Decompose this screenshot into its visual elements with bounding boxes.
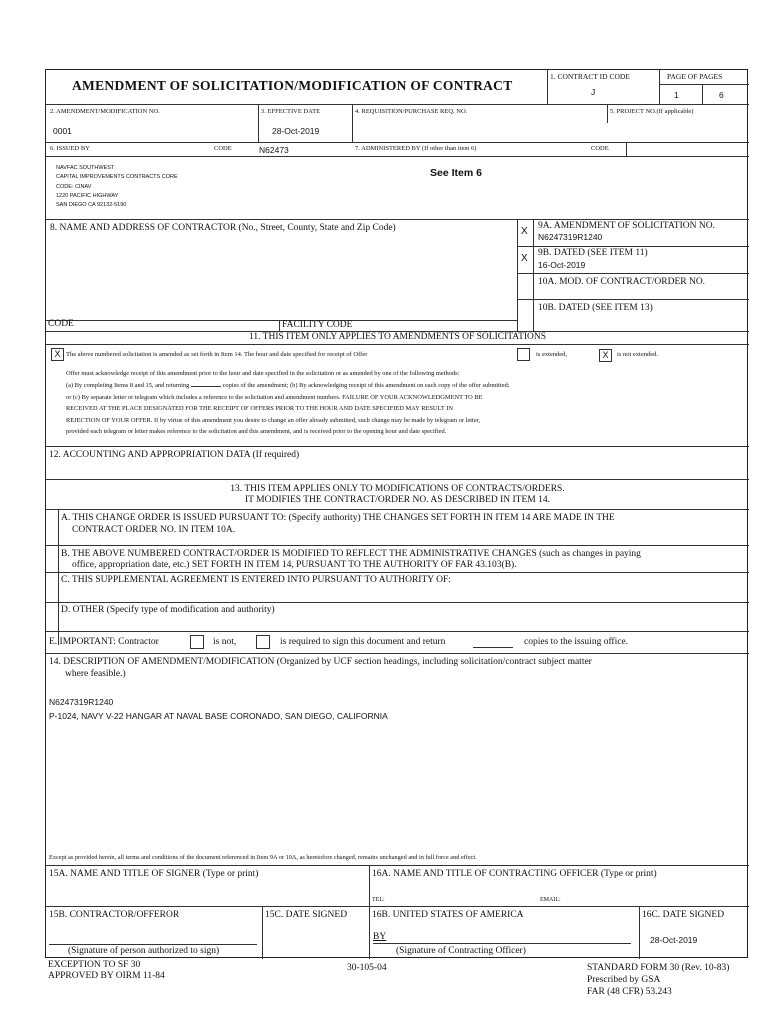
project-description: P-1024, NAVY V-22 HANGAR AT NAVAL BASE CORONADO, SAN DIEGO, CALIFORNIA — [49, 711, 388, 721]
item-13c-label: C. THIS SUPPLEMENTAL AGREEMENT IS ENTERED INTO PURSUANT TO AUTHORITY OF: — [61, 575, 451, 585]
item-e-label: E. IMPORTANT: Contractor — [49, 637, 159, 647]
item-16b-label: 16B. UNITED STATES OF AMERICA — [372, 910, 524, 920]
item-11-extended-checkbox[interactable] — [517, 348, 530, 361]
item-11-not-extended-label: is not extended. — [617, 351, 658, 358]
footer-left: EXCEPTION TO SF 30 APPROVED BY OIRM 11-84 — [48, 960, 165, 981]
contract-id-label: 1. CONTRACT ID CODE — [550, 72, 630, 81]
contracting-officer-signature-label: (Signature of Contracting Officer) — [396, 946, 526, 956]
item-9a-label: 9A. AMENDMENT OF SOLICITATION NO. — [538, 221, 715, 231]
item-14-label-1: 14. DESCRIPTION OF AMENDMENT/MODIFICATION (Organized by UCF section headings, including solicitation/contract subject matter — [49, 657, 592, 667]
by-label: BY — [373, 932, 387, 942]
contract-id-value: J — [591, 87, 596, 97]
administered-code-label: CODE — [591, 145, 609, 152]
issued-by-label: 6. ISSUED BY — [50, 145, 90, 152]
item-13-heading-2: IT MODIFIES THE CONTRACT/ORDER NO. AS DESCRIBED IN ITEM 14. — [245, 495, 550, 505]
item-16c-value: 28-Oct-2019 — [650, 935, 698, 945]
item-12-label: 12. ACCOUNTING AND APPROPRIATION DATA (If required) — [49, 450, 300, 460]
item-11-instructions: Offer must acknowledge receipt of this amendment prior to the hour and date specified in the solicitation or as amended by one of the following methods: (a) By completing Items 8 and 15, and returning copies of the amendment; (b) By acknowledging receipt of this amendment on each copy of the offer submitted; or (c) By separate letter or telegram which includes a reference to the solicitation and amendment numbers. FAILURE OF YOUR ACKNOWLEDGMENT TO BE RECEIVED AT THE PLACE DESIGNATED FOR THE RECEIPT OF OFFERS PRIOR TO THE HOUR AND DATE SPECIFIED MAY RESULT IN REJECTION OF YOUR OFFER. If by virtue of this amendment you desire to change an offer already submitted, such change may be made by telegram or letter, provided each telegram or letter makes reference to the solicitation and this amendment, and is received prior to the opening hour and date specified. — [66, 370, 510, 436]
footer-center: 30-105-04 — [347, 963, 387, 973]
item-9a-check: X — [521, 226, 528, 237]
facility-code-label: FACILITY CODE — [282, 320, 353, 330]
footer-right: STANDARD FORM 30 (Rev. 10-83) Prescribed by GSA FAR (48 CFR) 53.243 — [587, 963, 730, 997]
item-9b-label: 9B. DATED (SEE ITEM 11) — [538, 248, 648, 258]
item-14-label-2: where feasible.) — [65, 669, 126, 679]
item-13b-line-1: B. THE ABOVE NUMBERED CONTRACT/ORDER IS MODIFIED TO REFLECT THE ADMINISTRATIVE CHANGES (such as changes in paying — [61, 549, 641, 559]
item-13a-line-2: CONTRACT ORDER NO. IN ITEM 10A. — [72, 525, 236, 535]
issued-code-value: N62473 — [259, 145, 289, 155]
item-9b-value: 16-Oct-2019 — [538, 260, 586, 270]
amendment-no-label: 2. AMENDMENT/MODIFICATION NO. — [50, 108, 160, 115]
item-9a-value: N6247319R1240 — [538, 232, 603, 242]
issuer-address: NAVFAC SOUTHWEST CAPITAL IMPROVEMENTS CONTRACTS CORE CODE: CINAV 1220 PACIFIC HIGHWAY SAN DIEGO CA 92132-5190 — [56, 165, 178, 209]
effective-date-label: 3. EFFECTIVE DATE — [261, 108, 321, 115]
issued-code-label: CODE — [214, 145, 232, 152]
contractor-address-label: 8. NAME AND ADDRESS OF CONTRACTOR (No., Street, County, State and Zip Code) — [50, 223, 396, 233]
tel-label: TEL: — [372, 897, 385, 903]
item-15a-label: 15A. NAME AND TITLE OF SIGNER (Type or print) — [49, 869, 259, 879]
page-number: 1 — [674, 90, 679, 100]
item-16c-label: 16C. DATE SIGNED — [642, 910, 725, 920]
item-15b-label: 15B. CONTRACTOR/OFFEROR — [49, 910, 180, 920]
item-13-heading-1: 13. THIS ITEM APPLIES ONLY TO MODIFICATIONS OF CONTRACTS/ORDERS. — [230, 484, 565, 494]
item-11-heading: 11. THIS ITEM ONLY APPLIES TO AMENDMENTS OF SOLICITATIONS — [248, 332, 547, 342]
amendment-no-value: 0001 — [53, 126, 72, 136]
item-14-footer: Except as provided herein, all terms and conditions of the document referenced in Item 9A or 10A, as heretofore changed, remains unchanged and in full force and effect. — [49, 854, 477, 861]
form-title: AMENDMENT OF SOLICITATION/MODIFICATION OF CONTRACT — [72, 78, 513, 93]
item-11-not-extended-checkbox[interactable]: X — [599, 349, 612, 362]
contractor-signature-label: (Signature of person authorized to sign) — [68, 946, 220, 956]
email-label: EMAIL: — [540, 897, 561, 903]
item-10a-label: 10A. MOD. OF CONTRACT/ORDER NO. — [538, 277, 706, 287]
item-13d-label: D. OTHER (Specify type of modification and authority) — [61, 605, 275, 615]
total-pages: 6 — [719, 90, 724, 100]
effective-date-value: 28-Oct-2019 — [272, 126, 320, 136]
item-e-copies-label: copies to the issuing office. — [524, 637, 629, 647]
item-9b-check: X — [521, 253, 528, 264]
solicitation-number: N6247319R1240 — [49, 697, 114, 707]
contractor-code-label: CODE — [48, 319, 74, 329]
item-11-extended-label: is extended, — [536, 351, 568, 358]
requisition-label: 4. REQUISITION/PURCHASE REQ. NO. — [355, 108, 468, 115]
item-11-amended-checkbox[interactable]: X — [51, 348, 64, 361]
item-16a-label: 16A. NAME AND TITLE OF CONTRACTING OFFICER (Type or print) — [372, 869, 657, 879]
item-15c-label: 15C. DATE SIGNED — [265, 910, 348, 920]
item-e-required-label: is required to sign this document and return — [280, 637, 446, 647]
page-of-pages-label: PAGE OF PAGES — [667, 72, 723, 81]
item-13b-line-2: office, appropriation date, etc.) SET FORTH IN ITEM 14, PURSUANT TO THE AUTHORITY OF FAR 43.103(B). — [72, 560, 517, 570]
sf30-form — [45, 69, 748, 958]
item-e-is-not-label: is not, — [213, 637, 237, 647]
item-e-required-checkbox[interactable] — [256, 635, 270, 649]
item-13a-line-1: A. THIS CHANGE ORDER IS ISSUED PURSUANT TO: (Specify authority) THE CHANGES SET FORTH IN ITEM 14 ARE MADE IN THE — [61, 513, 615, 523]
administered-by-value: See Item 6 — [430, 167, 482, 179]
item-e-is-not-checkbox[interactable] — [190, 635, 204, 649]
item-11-amended-text: The above numbered solicitation is amended as set forth in Item 14. The hour and date specified for receipt of Offer — [66, 351, 368, 358]
administered-by-label: 7. ADMINISTERED BY (If other than item 6) — [355, 145, 477, 152]
project-no-label: 5. PROJECT NO.(If applicable) — [610, 108, 694, 115]
item-10b-label: 10B. DATED (SEE ITEM 13) — [538, 303, 653, 313]
